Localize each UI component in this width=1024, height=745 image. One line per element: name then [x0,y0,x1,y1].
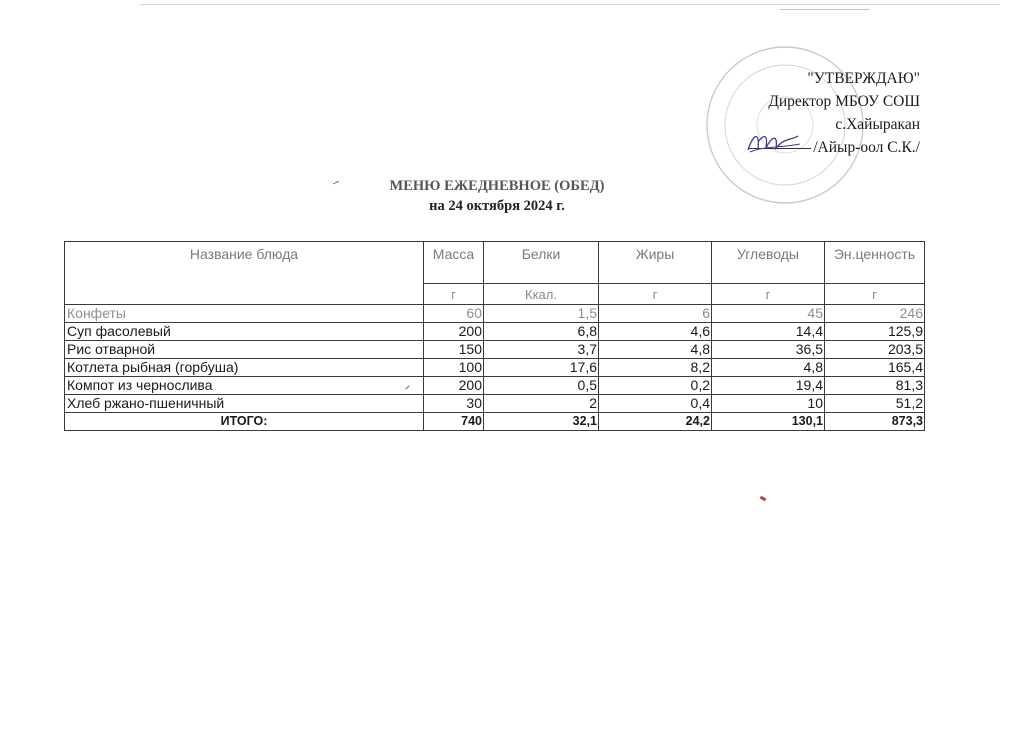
unit-carbs: г [712,284,825,305]
dish-name: Компот из чернослива [65,377,424,395]
dish-protein: 2 [484,395,599,413]
dish-energy: 203,5 [825,341,925,359]
scan-edge-line [140,4,1000,5]
header-mass: Масса [424,242,484,284]
header-fat: Жиры [599,242,712,284]
dish-name: Рис отварной [65,341,424,359]
total-carbs: 130,1 [712,413,825,431]
approval-village: с.Хайыракан [835,116,920,133]
dish-protein: 17,6 [484,359,599,377]
table-row [65,359,925,377]
dish-fat: 4,6 [599,323,712,341]
total-fat: 24,2 [599,413,712,431]
document-title: МЕНЮ ЕЖЕДНЕВНОЕ (ОБЕД) [389,178,605,194]
table-row [65,377,925,395]
dish-energy: 51,2 [825,395,925,413]
total-mass: 740 [424,413,484,431]
dish-protein: 3,7 [484,341,599,359]
dish-energy: 165,4 [825,359,925,377]
scan-speck [760,496,767,502]
document-date: на 24 октября 2024 г. [429,198,565,214]
unit-mass: г [424,284,484,305]
dish-name: Хлеб ржано-пшеничный [65,395,424,413]
table-row [65,323,925,341]
table-row [65,341,925,359]
dish-carbs: 19,4 [712,377,825,395]
dish-fat: 0,4 [599,395,712,413]
dish-mass: 150 [424,341,484,359]
unit-fat: г [599,284,712,305]
dish-fat: 8,2 [599,359,712,377]
dish-mass: 100 [424,359,484,377]
dish-energy: 81,3 [825,377,925,395]
total-energy: 873,3 [825,413,925,431]
handwritten-signature [744,128,804,158]
dish-carbs: 4,8 [712,359,825,377]
menu-table [64,241,925,431]
approval-heading: "УТВЕРЖДАЮ" [807,70,920,87]
dish-fat: 4,8 [599,341,712,359]
unit-protein: Ккал. [484,284,599,305]
dish-mass: 60 [424,305,484,323]
dish-energy: 125,9 [825,323,925,341]
dish-name: Суп фасолевый [65,323,424,341]
dish-energy: 246 [825,305,925,323]
approval-position: Директор МБОУ СОШ [768,93,920,110]
total-protein: 32,1 [484,413,599,431]
dish-mass: 30 [424,395,484,413]
table-row [65,305,925,323]
total-label: ИТОГО: [65,413,424,431]
header-energy: Эн.ценность [825,242,925,284]
dish-carbs: 10 [712,395,825,413]
dish-name: Котлета рыбная (горбуша) [65,359,424,377]
dish-name: Конфеты [65,305,424,323]
dish-fat: 6 [599,305,712,323]
header-dish-name: Название блюда [65,242,424,305]
table-row [65,395,925,413]
dish-mass: 200 [424,323,484,341]
unit-energy: г [825,284,925,305]
header-carbs: Углеводы [712,242,825,284]
dish-protein: 0,5 [484,377,599,395]
header-protein: Белки [484,242,599,284]
dish-protein: 6,8 [484,323,599,341]
dish-fat: 0,2 [599,377,712,395]
dish-carbs: 36,5 [712,341,825,359]
approval-signature-name: /Айыр-оол С.К./ [813,139,920,156]
scan-edge-line [780,9,870,10]
dish-protein: 1,5 [484,305,599,323]
dish-carbs: 45 [712,305,825,323]
dish-mass: 200 [424,377,484,395]
table-header-row [65,242,925,284]
dish-carbs: 14,4 [712,323,825,341]
total-row [65,413,925,431]
